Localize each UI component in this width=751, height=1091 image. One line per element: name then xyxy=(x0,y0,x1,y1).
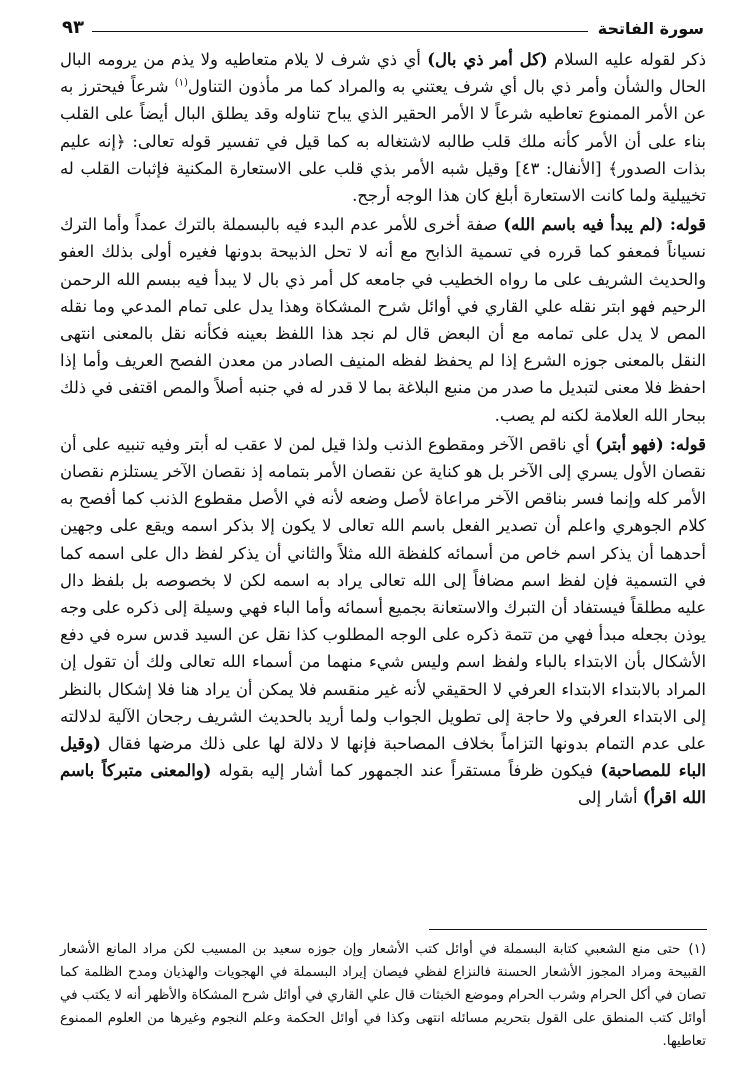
paragraph-3-quote-1: (وقيل الباء للمصاحبة) xyxy=(60,734,706,781)
page-header xyxy=(62,12,704,38)
header-rule xyxy=(92,31,588,32)
paragraph-2 xyxy=(60,211,706,429)
paragraph-3-quote-2: (والمعنى متبركاً باسم الله اقرأ) xyxy=(60,761,706,808)
paragraph-2-text: صفة أخرى للأمر عدم البدء فيه بالبسملة بالترك عمداً وأما الترك نسياناً فمعفو كما قرره في تسمية الذابح مع أنه لا تحل الذبيحة بدونها فغيره أولى بذلك العفو والحديث الشريف على ما رواه الخطيب في جامعه كل أمر ذي بال لا يبدأ فيه ببسم الله الرحمن الرحيم فهو ابتر نقله علي القاري في أوائل شرح المشكاة وهذا يدل على تمام المدعي وما نقله المص لا يدل على تمامه مع أن البعض قال لم نجد هذا اللفظ بعينه فكأنه نقل بالمعنى انتهى النقل بالمعنى جوزه الشرع إذا لم يحفظ لفظه المنيف الصادر من معدن الفصح العريف وأما إذا احفظ فلا معنى لتبديل ما صدر من منبع البلاغة بما لا قدر له في جنبه أصلاً والمص اقتفى في ذلك ببحار الله العلامة لكنه لم يصب. xyxy=(60,215,706,425)
paragraph-3 xyxy=(60,431,706,812)
surah-title: سورة الفاتحة xyxy=(597,19,704,38)
footnote-marker: (١) xyxy=(174,77,188,89)
quoted-hadith-phrase: (كل أمر ذي بال) xyxy=(427,50,548,69)
footnote xyxy=(60,938,706,1053)
paragraph-1-text-b: أي ذي شرف لا يلام متعاطيه ولا يذم من يرومه البال الحال والشأن وأمر ذي بال أي شرف يعتني به والمراد كما مر مأذون التناول xyxy=(60,50,706,97)
paragraph-1-text-c: شرعاً فيحترز به عن الأمر الممنوع تعاطيه شرعاً لا الأمر الحقير الذي يباح تناوله وقد يطلق البال أيضاً على القلب بناء على أن الأمر كأنه ملك قلب طالبه لاشتغاله به كما قيل في تفسير قوله تعالى: ﴿إنه عليم بذات الصدور﴾ [الأنفال: ٤٣] وقيل شبه الأمر بذي قلب على الاستعارة المكنية فإثبات القلب له تخييلية ولما كانت الاستعارة أبلغ كان هذا الوجه أرجح. xyxy=(60,77,706,206)
main-text xyxy=(60,46,706,812)
footnote-separator xyxy=(429,929,707,930)
footnote-number: (١) xyxy=(688,942,706,957)
paragraph-1-text-a: ذكر لقوله عليه السلام xyxy=(547,50,706,69)
paragraph-3-text-b: فيكون ظرفاً مستقراً عند الجمهور كما أشار إليه بقوله xyxy=(211,761,601,781)
paragraph-2-heading: قوله: (لم يبدأ فيه باسم الله) xyxy=(503,215,706,235)
page-number: ٩٣ xyxy=(62,17,84,38)
paragraph-3-heading: قوله: (فهو أبتر) xyxy=(595,434,706,454)
paragraph-3-text-c: أشار إلى xyxy=(577,788,643,808)
paragraph-1 xyxy=(60,46,706,209)
footnote-text: حتى منع الشعبي كتابة البسملة في أوائل كتب الأشعار وإن جوزه سعيد بن المسيب لكن مراد المانع الأشعار القبيحة ومراد المجوز الأشعار الحسنة فالنزاع لفظي فيصان إيراد البسملة في الهجويات والهذيان ومدح الظلمة كما تصان في أكل الحرام وشرب الحرام وموضع الخبثات قال علي القاري في أوائل شرح المشكاة والأظهر أنه لا يكتب في أوائل كتب المنطق على القول بتحريم مسائله انتهى وكذا في أوائل الحكمة وعلم النجوم وغيرها من العلوم الممنوع تعاطيها. xyxy=(60,942,706,1049)
paragraph-3-text-a: أي ناقص الآخر ومقطوع الذنب ولذا قيل لمن لا عقب له أبتر وفيه تنبيه على أن نقصان الأول يسري إلى الآخر بل هو كناية عن نقصان الأمر بتمامه إذ نقصان الآخر يستلزم نقصان الأمر كله وإنما فسر بناقص الآخر مراعاة لأصل وضعه لأنه في الأصل مقطوع الذنب كما أفصح به كلام الجوهري واعلم أن تصدير الفعل باسم الله تعالى لا يكون إلا بذكر اسمه ويقع على وجهين أحدهما أن يذكر اسم خاص من أسمائه كلفظة الله مثلاً والثاني أن يذكر لفظ دال على اسمه كما في التسمية فإن لفظ اسم مضافاً إلى الله تعالى يراد به اسمه لكن لا بخصوصه بل بلفظ دال عليه مطلقاً فيستفاد أن التبرك والاستعانة بجميع أسمائه وأما الباء فهي وسيلة إلى ذكره على وجه يوذن بجعله مبدأ فهي من تتمة ذكره على الوجه المطلوب كذا نقل عن السيد قدس سره في دفع الأشكال بأن الابتداء بالباء ولفظ اسم وليس شيء منهما من أسماء الله تعالى ولك أن تقول إن المراد بالابتداء الابتداء العرفي لا الحقيقي لأنه غير منقسم فلا يمكن أن يراد هنا فلا إشكال بالنظر إلى الابتداء العرفي ولا حاجة إلى تطويل الجواب ولما أريد بالحديث الشريف رجحان الآلية لدلالته على عدم التمام بدونها التزاماً بخلاف المصاحبة فإنها لا دلالة لها على ذلك مرضها فقال xyxy=(60,434,706,754)
